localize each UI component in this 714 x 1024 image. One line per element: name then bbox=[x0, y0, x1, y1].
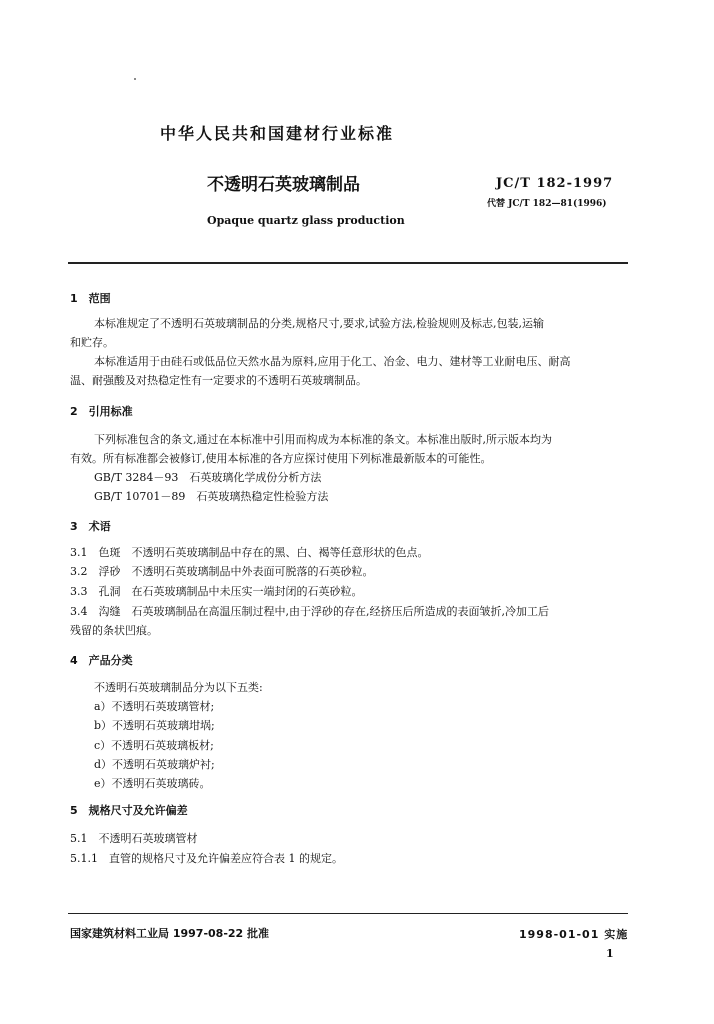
section-heading-dimensions: 5 规格尺寸及允许偏差 bbox=[70, 804, 188, 817]
classification-item: a）不透明石英玻璃管材; bbox=[94, 700, 215, 713]
section-heading-scope: 1 范围 bbox=[70, 292, 111, 305]
section-heading-terms: 3 术语 bbox=[70, 520, 111, 533]
effective-date: 1998-01-01 实施 bbox=[519, 928, 629, 941]
header-divider bbox=[68, 262, 628, 264]
references-paragraph-line-2: 有效。所有标准都会被修订,使用本标准的各方应探讨使用下列标准最新版本的可能性。 bbox=[70, 452, 492, 465]
scan-speck bbox=[134, 78, 136, 80]
footer-divider bbox=[68, 913, 628, 914]
scope-paragraph-1-line-2: 和贮存。 bbox=[70, 336, 114, 349]
classification-item: c）不透明石英玻璃板材; bbox=[94, 739, 214, 752]
term-definition: 3.1 色斑 不透明石英玻璃制品中存在的黑、白、褐等任意形状的色点。 bbox=[70, 546, 429, 559]
scope-paragraph-2-line-2: 温、耐强酸及对热稳定性有一定要求的不透明石英玻璃制品。 bbox=[70, 374, 367, 387]
term-definition: 3.3 孔洞 在石英玻璃制品中未压实一端封闭的石英砂粒。 bbox=[70, 585, 363, 598]
classification-item: d）不透明石英玻璃炉衬; bbox=[94, 758, 215, 771]
document-title-chinese: 不透明石英玻璃制品 bbox=[207, 175, 360, 195]
subsection-clause: 5.1.1 直管的规格尺寸及允许偏差应符合表 1 的规定。 bbox=[70, 852, 343, 865]
classification-item: b）不透明石英玻璃坩埚; bbox=[94, 719, 215, 732]
classification-intro: 不透明石英玻璃制品分为以下五类: bbox=[94, 681, 263, 694]
scope-paragraph-1-line-1: 本标准规定了不透明石英玻璃制品的分类,规格尺寸,要求,试验方法,检验规则及标志,包装,运输 bbox=[94, 317, 544, 330]
reference-item: GB/T 10701－89 石英玻璃热稳定性检验方法 bbox=[94, 490, 329, 503]
classification-item: e）不透明石英玻璃砖。 bbox=[94, 777, 211, 790]
document-title-english: Opaque quartz glass production bbox=[207, 214, 405, 227]
approval-statement: 国家建筑材料工业局 1997-08-22 批准 bbox=[70, 927, 270, 940]
reference-item: GB/T 3284－93 石英玻璃化学成份分析方法 bbox=[94, 471, 322, 484]
term-definition: 3.2 浮砂 不透明石英玻璃制品中外表面可脱落的石英砂粒。 bbox=[70, 565, 374, 578]
page-number: 1 bbox=[606, 947, 614, 960]
section-heading-normative-references: 2 引用标准 bbox=[70, 405, 133, 418]
term-definition-continued: 残留的条状凹痕。 bbox=[70, 624, 158, 637]
term-definition: 3.4 沟缝 石英玻璃制品在高温压制过程中,由于浮砂的存在,经挤压后所造成的表面皱折,冷加工后 bbox=[70, 605, 549, 618]
references-paragraph-line-1: 下列标准包含的条文,通过在本标准中引用而构成为本标准的条文。本标准出版时,所示版本均为 bbox=[94, 433, 552, 446]
replaces-standard: 代替 JC/T 182—81(1996) bbox=[487, 199, 607, 209]
scope-paragraph-2-line-1: 本标准适用于由硅石或低品位天然水晶为原料,应用于化工、冶金、电力、建材等工业耐电压、耐高 bbox=[94, 355, 571, 368]
subsection-heading: 5.1 不透明石英玻璃管材 bbox=[70, 832, 198, 845]
issuing-organization: 中华人民共和国建材行业标准 bbox=[160, 124, 395, 143]
standard-code: JC/T 182-1997 bbox=[496, 176, 614, 191]
section-heading-classification: 4 产品分类 bbox=[70, 654, 133, 667]
